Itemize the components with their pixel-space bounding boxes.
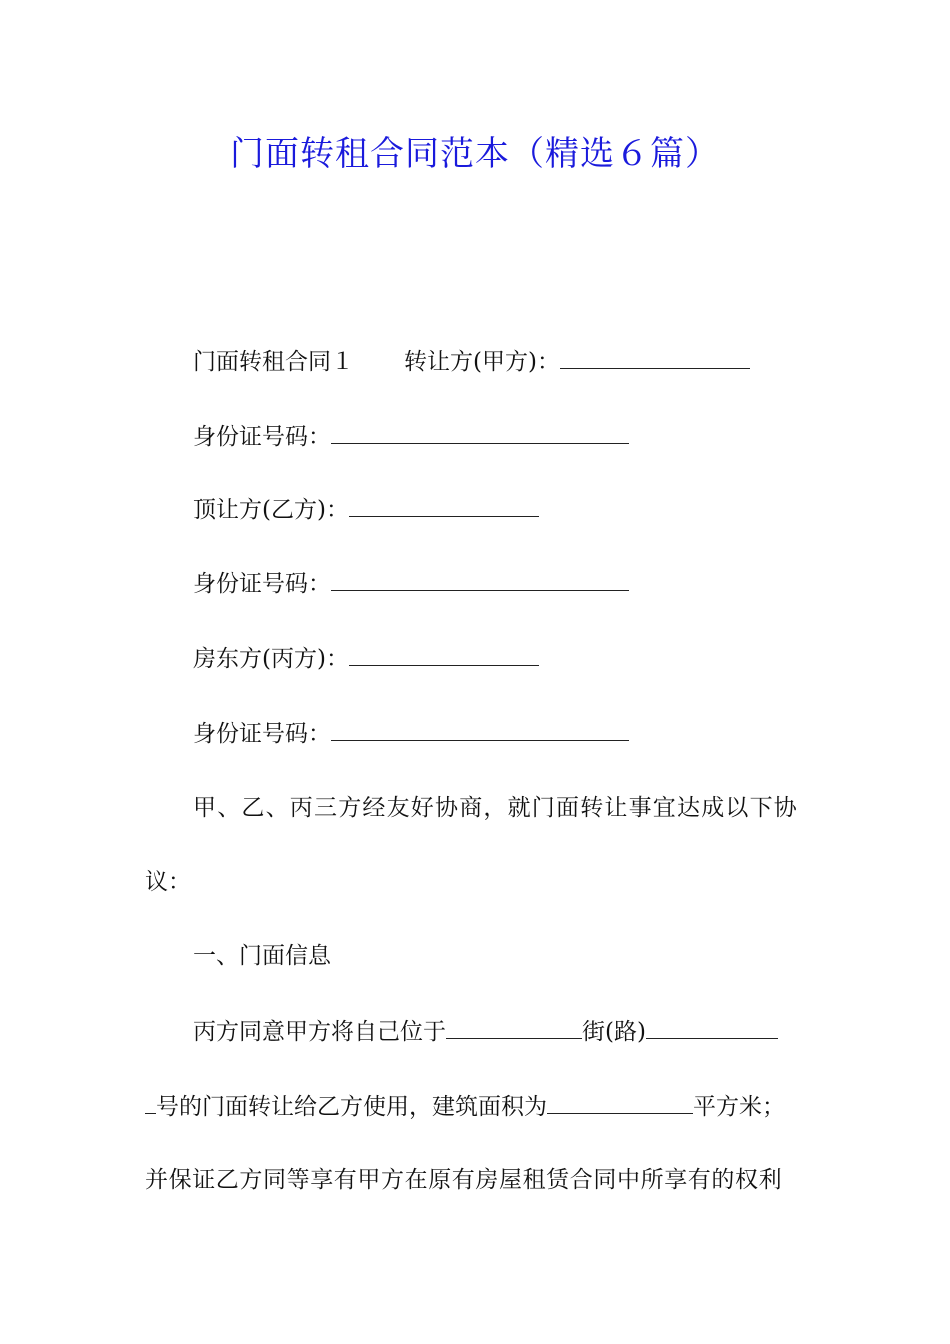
id-blank-1: [331, 421, 629, 444]
line-id-2: [193, 568, 629, 599]
transferor-label: 转让方(甲方)：: [404, 349, 560, 375]
para-1a: 丙方同意甲方将自己位于: [193, 1019, 446, 1045]
para-line-2: [145, 1091, 785, 1122]
landlord-blank: [349, 643, 539, 666]
id-label-1: 身份证号码：: [193, 424, 331, 450]
contract-heading: 门面转租合同１: [193, 349, 354, 375]
id-blank-2: [331, 568, 629, 591]
landlord-label: 房东方(丙方)：: [193, 646, 349, 672]
transferee-blank: [349, 494, 539, 517]
area-blank: [547, 1091, 693, 1114]
agreement-intro: 甲、乙、丙三方经友好协商，就门面转让事宜达成以下协: [193, 795, 798, 821]
line-id-1: [193, 421, 629, 452]
transferee-label: 顶让方(乙方)：: [193, 497, 349, 523]
para-line-1: [193, 1016, 778, 1047]
para-line-3: 并保证乙方同等享有甲方在原有房屋租赁合同中所享有的权利: [145, 1167, 783, 1193]
document-title: 门面转租合同范本（精选６篇）: [230, 134, 720, 174]
transferor-blank: [560, 346, 750, 369]
para-2a: 号的门面转让给乙方使用，建筑面积为: [156, 1094, 547, 1120]
section-heading-1: 一、门面信息: [193, 943, 331, 969]
street-blank: [446, 1016, 582, 1039]
line-landlord: [193, 643, 539, 674]
number-blank-cont: [145, 1091, 156, 1114]
line-contract-heading: [193, 346, 750, 377]
id-blank-3: [331, 718, 629, 741]
road-number-blank: [646, 1016, 778, 1039]
line-id-3: [193, 718, 629, 749]
id-label-2: 身份证号码：: [193, 571, 331, 597]
para-2b: 平方米；: [693, 1094, 785, 1120]
id-label-3: 身份证号码：: [193, 721, 331, 747]
para-1b: 街(路): [582, 1019, 646, 1045]
line-transferee: [193, 494, 539, 525]
agreement-intro-cont: 议：: [145, 869, 191, 895]
